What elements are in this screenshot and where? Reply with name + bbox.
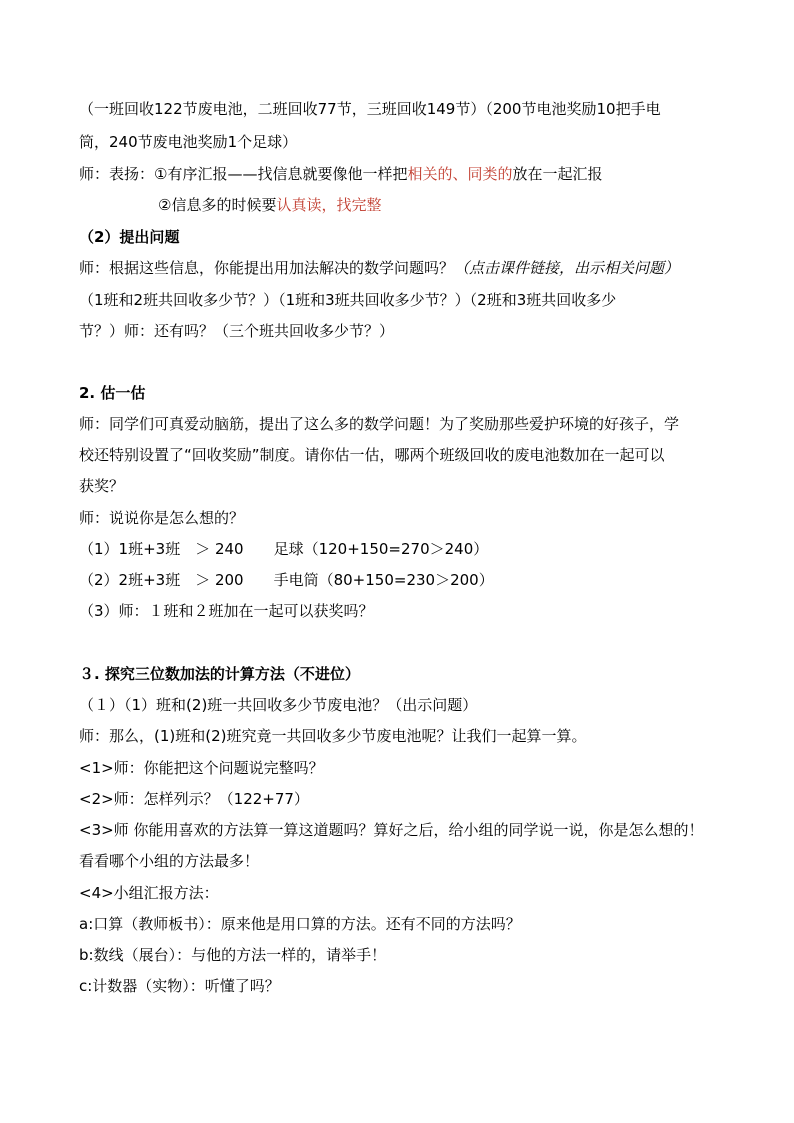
text-line: <1>师：你能把这个问题说完整吗？ xyxy=(79,759,324,777)
text-line: 筒，240节废电池奖励1个足球） xyxy=(79,133,298,151)
text-line: b:数线（展台）：与他的方法一样的，请举手！ xyxy=(79,946,387,964)
italic-note: （点击课件链接，出示相关问题） xyxy=(454,259,680,277)
text-line xyxy=(79,253,734,284)
text-span: ②信息多的时候要 xyxy=(158,196,277,214)
text-span: 放在一起汇报 xyxy=(512,165,603,183)
text-line: <4>小组汇报方法： xyxy=(79,884,219,902)
text-line: 校还特别设置了“回收奖励”制度。请你估一估，哪两个班级回收的废电池数加在一起可以 xyxy=(79,446,665,464)
text-line: a:口算（教师板书）：原来他是用口算的方法。还有不同的方法吗？ xyxy=(79,915,521,933)
section-heading: ３. 探究三位数加法的计算方法（不进位） xyxy=(79,665,360,683)
text-line: 师：说说你是怎么想的？ xyxy=(79,509,245,527)
list-item: （3）师：１班和２班加在一起可以获奖吗？ xyxy=(79,602,374,620)
text-line: （一班回收122节废电池，二班回收77节，三班回收149节）（200节电池奖励10把手电 xyxy=(79,100,661,118)
text-line: c:计数器（实物）：听懂了吗？ xyxy=(79,977,280,995)
text-line: 节？）师：还有吗？（三个班共回收多少节？） xyxy=(79,322,395,340)
text-line: <2>师：怎样列示？（122+77） xyxy=(79,790,309,808)
text-line: （1班和2班共回收多少节？）（1班和3班共回收多少节？）（2班和3班共回收多少 xyxy=(79,291,617,309)
text-span: 师：表扬：①有序汇报——找信息就要像他一样把 xyxy=(79,165,408,183)
text-line: 师：那么，(1)班和(2)班究竟一共回收多少节废电池呢？让我们一起算一算。 xyxy=(79,727,587,745)
section-heading: 2. 估一估 xyxy=(79,384,146,402)
praise-line-2 xyxy=(158,190,734,221)
highlight-text: 认真读，找完整 xyxy=(276,196,382,214)
text-span: 师：根据这些信息，你能提出用加法解决的数学问题吗？ xyxy=(79,259,455,277)
text-line: （１）（1）班和(2)班一共回收多少节废电池？（出示问题） xyxy=(79,696,478,714)
praise-line-1 xyxy=(79,159,734,190)
text-line: 看看哪个小组的方法最多！ xyxy=(79,852,260,870)
list-item: （1）1班+3班 ＞ 240 足球（120+150=270＞240） xyxy=(79,540,489,558)
text-line: <3>师 你能用喜欢的方法算一算这道题吗？算好之后，给小组的同学说一说，你是怎么想的！ xyxy=(79,821,704,839)
section-heading: （2）提出问题 xyxy=(79,228,180,246)
text-line: 师：同学们可真爱动脑筋，提出了这么多的数学问题！为了奖励那些爱护环境的好孩子，学 xyxy=(79,415,680,433)
list-item: （2）2班+3班 ＞ 200 手电筒（80+150=230＞200） xyxy=(79,571,494,589)
text-line: 获奖？ xyxy=(79,477,125,495)
highlight-text: 相关的、同类的 xyxy=(407,165,513,183)
